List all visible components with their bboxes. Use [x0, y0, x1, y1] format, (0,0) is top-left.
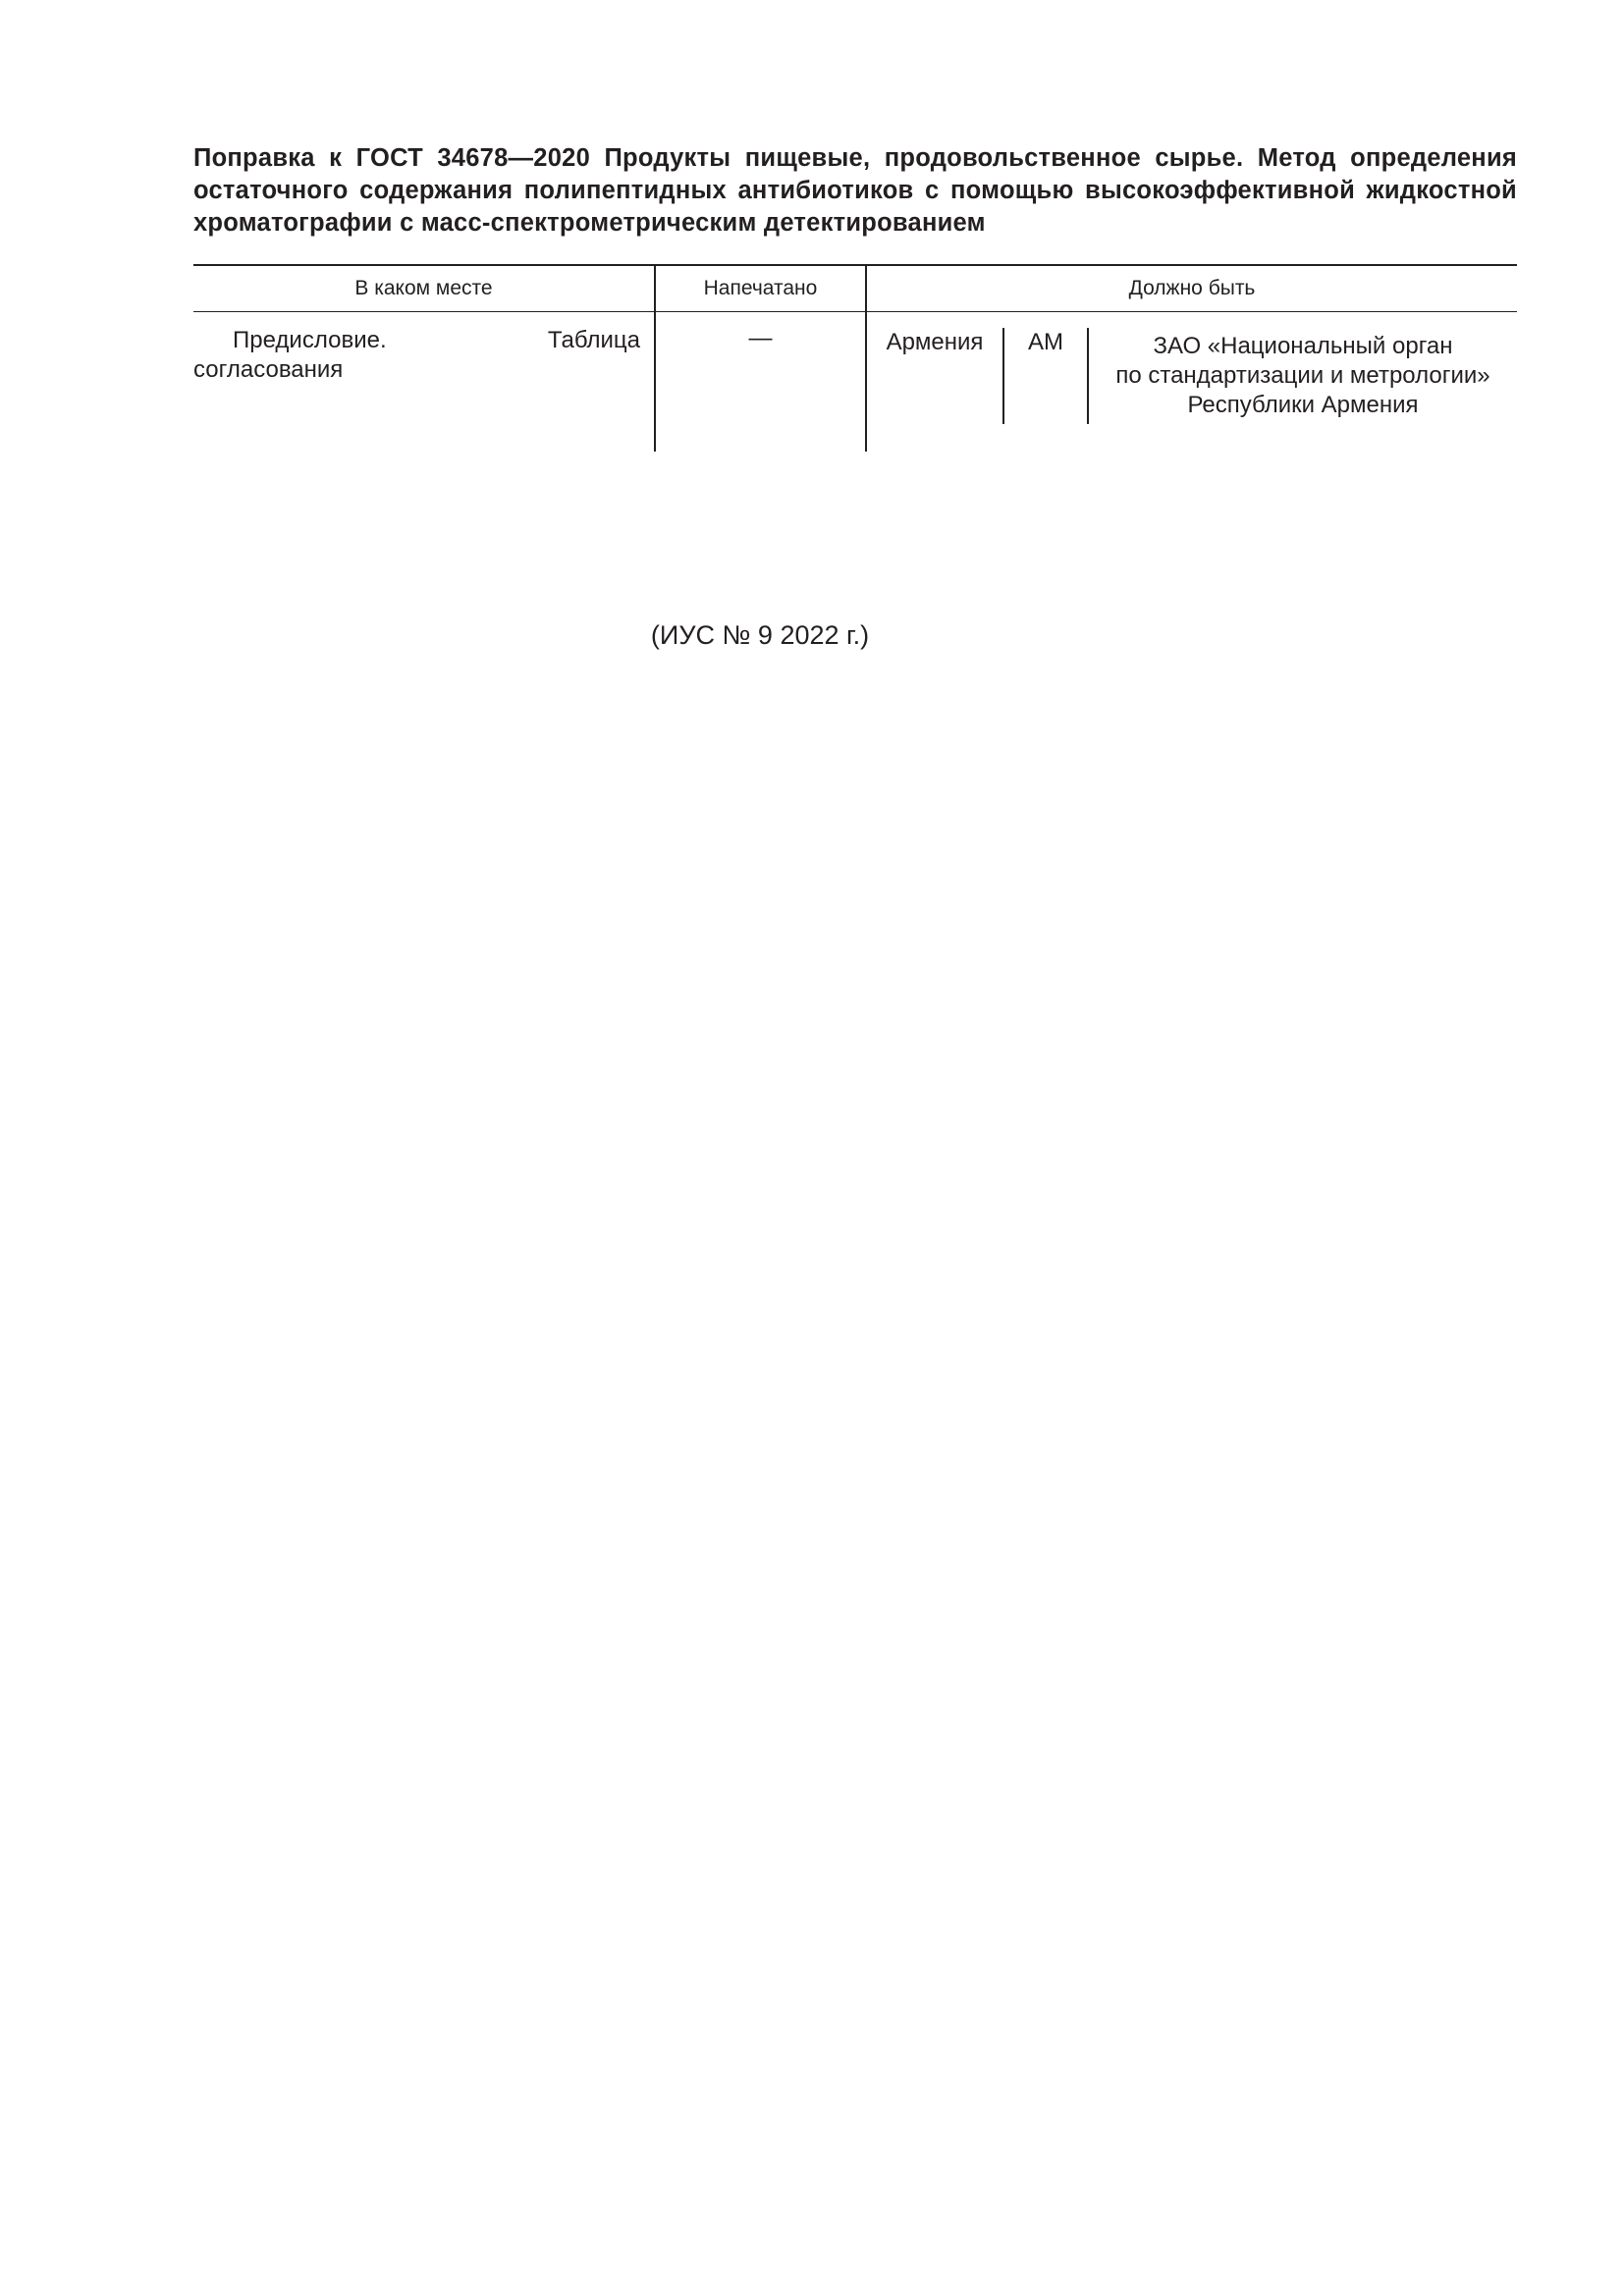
cell-printed: —	[655, 312, 866, 453]
header-should-be: Должно быть	[866, 265, 1517, 312]
country-name: Армения	[867, 328, 1004, 424]
document-page	[193, 142, 1517, 650]
header-printed: Напечатано	[655, 265, 866, 312]
should-be-group	[867, 328, 1517, 424]
cell-place: Предисловие. Таблица согласования	[193, 312, 655, 453]
organization-name	[1089, 328, 1517, 424]
ius-reference: (ИУС № 9 2022 г.)	[650, 620, 870, 650]
country-code: AM	[1004, 328, 1089, 424]
organization-line-2: по стандартизации и метрологии»	[1115, 362, 1490, 389]
cell-should-be	[866, 312, 1517, 453]
amendment-title: Поправка к ГОСТ 34678—2020 Продукты пищевые, продовольственное сырье. Метод определения остаточного содержания полипептидных антибиотиков с помощью высокоэффективной жидкостной хроматографии с масс-спектрометрическим детектированием	[193, 144, 1517, 237]
amendment-table	[193, 264, 1517, 452]
organization-line-3: Республики Армения	[1187, 392, 1419, 418]
header-place: В каком месте	[193, 265, 655, 312]
table-row	[193, 312, 1517, 453]
organization-line-1: ЗАО «Национальный орган	[1153, 333, 1453, 359]
table-header-row	[193, 265, 1517, 312]
